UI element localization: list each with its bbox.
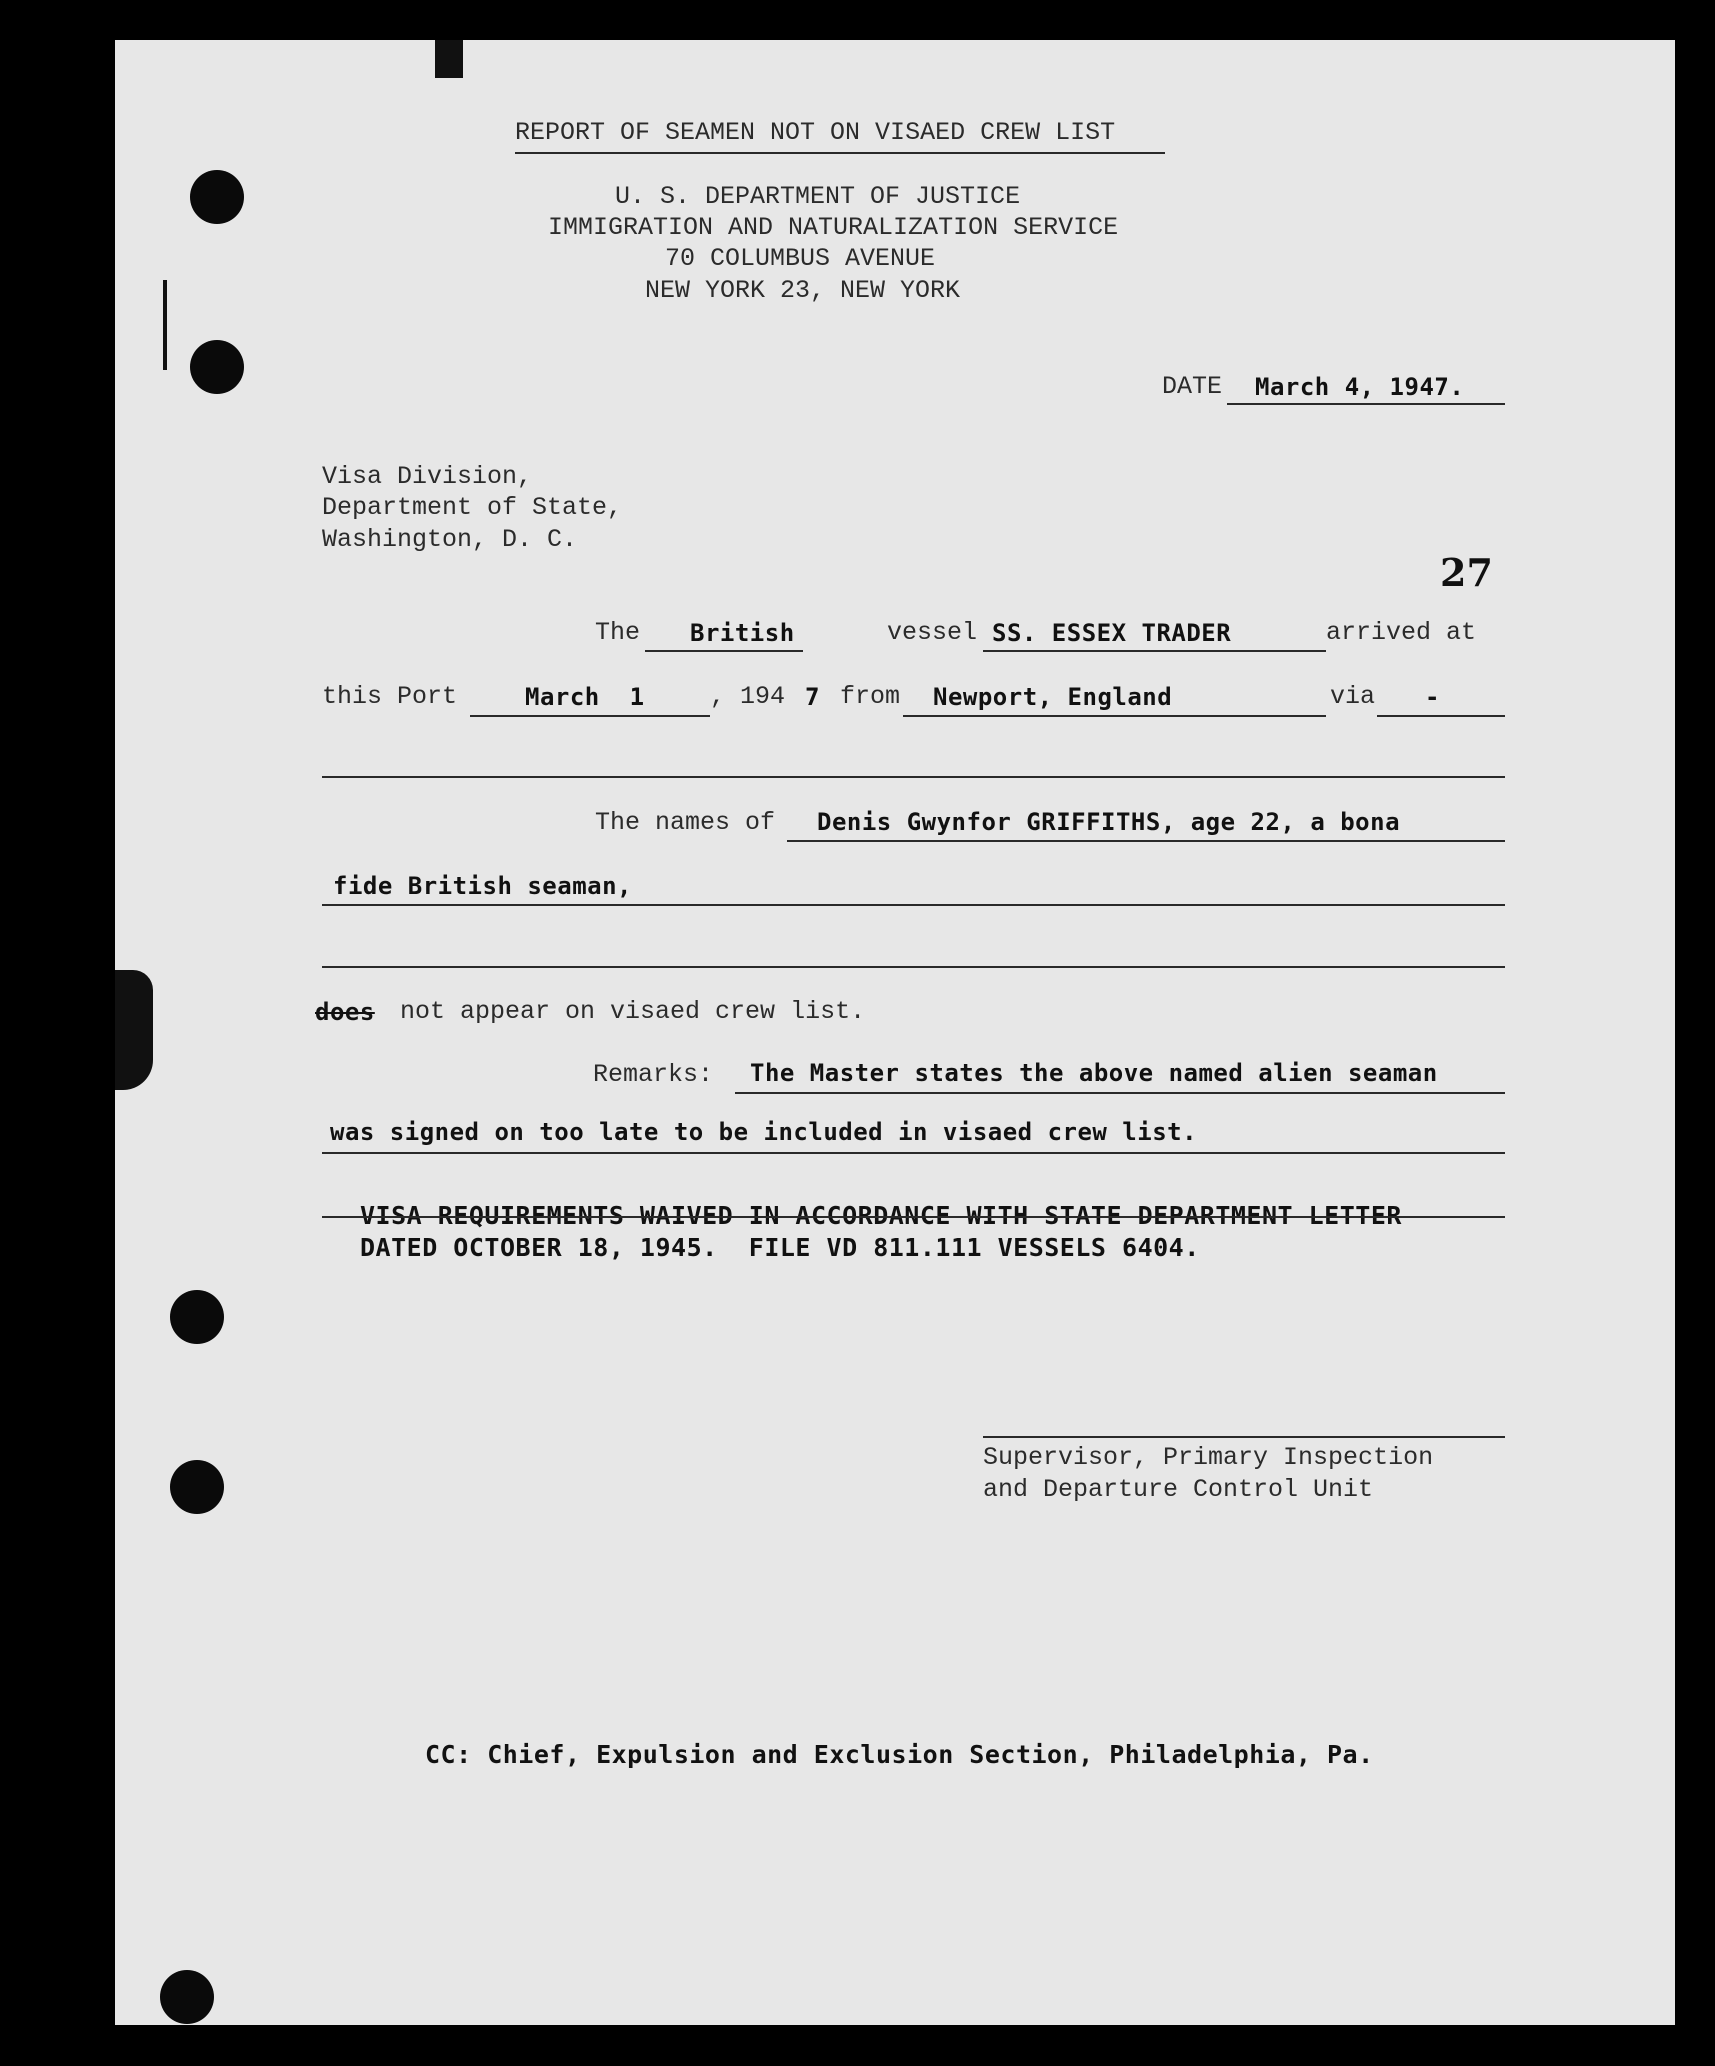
blank-underline-1	[322, 776, 1505, 778]
agency-line-4: NEW YORK 23, NEW YORK	[645, 276, 961, 305]
addressee-line-3: Washington, D. C.	[322, 525, 578, 554]
signature-line	[983, 1436, 1505, 1438]
nationality-underline	[645, 650, 803, 652]
origin-underline	[903, 715, 1326, 717]
port-label: this Port	[322, 682, 458, 711]
year-prefix: , 194	[710, 682, 786, 711]
names-label: The names of	[595, 808, 776, 837]
waiver-stamp-line-2: DATED OCTOBER 18, 1945. FILE VD 811.111 VESSELS 6404.	[360, 1233, 1200, 1262]
not-appear-text: not appear on visaed crew list.	[385, 997, 866, 1026]
agency-line-2: IMMIGRATION AND NATURALIZATION SERVICE	[548, 213, 1119, 242]
arrived-label: arrived at	[1326, 618, 1477, 647]
folio-number: 27	[1440, 550, 1493, 595]
date-value: March 4, 1947.	[1255, 373, 1465, 401]
via-label: via	[1330, 682, 1376, 711]
stamp-rule	[322, 1216, 1505, 1218]
vessel-name: SS. ESSEX TRADER	[992, 619, 1232, 647]
blank-underline-2	[322, 966, 1505, 968]
punch-hole-2	[190, 340, 244, 394]
remarks-line-2: was signed on too late to be included in visaed crew list.	[330, 1118, 1198, 1146]
waiver-stamp-line-1: VISA REQUIREMENTS WAIVED IN ACCORDANCE WITH STATE DEPARTMENT LETTER	[360, 1201, 1402, 1230]
agency-line-3: 70 COLUMBUS AVENUE	[665, 244, 936, 273]
the-label: The	[595, 618, 641, 647]
date-underline	[1227, 403, 1505, 405]
seaman-name-line-2: fide British seaman,	[333, 872, 632, 900]
remarks-line-1: The Master states the above named alien seaman	[750, 1059, 1438, 1087]
addressee-line-2: Department of State,	[322, 493, 623, 522]
punch-hole-5	[160, 1970, 214, 2024]
title-underline	[515, 152, 1165, 154]
torn-edge	[115, 970, 153, 1090]
punch-hole-1	[190, 170, 244, 224]
from-label: from	[840, 682, 901, 711]
does-word: does	[315, 998, 375, 1026]
seaman-name-line-1: Denis Gwynfor GRIFFITHS, age 22, a bona	[817, 808, 1401, 836]
via-value: -	[1425, 683, 1440, 711]
year-digit: 7	[805, 683, 820, 711]
remarks-underline-1	[735, 1092, 1505, 1094]
arrival-date: March 1	[525, 683, 645, 711]
names-underline-2	[322, 904, 1505, 906]
vessel-nationality: British	[690, 619, 795, 647]
vessel-underline	[983, 650, 1326, 652]
cc-line: CC: Chief, Expulsion and Exclusion Section, Philadelphia, Pa.	[425, 1740, 1374, 1769]
arrival-date-underline	[470, 715, 710, 717]
punch-hole-4	[170, 1460, 224, 1514]
signature-title-line-2: and Departure Control Unit	[983, 1475, 1374, 1504]
origin-port: Newport, England	[933, 683, 1173, 711]
document-page	[115, 40, 1675, 2025]
remarks-label: Remarks:	[593, 1060, 714, 1089]
ink-blot	[435, 40, 463, 78]
agency-line-1: U. S. DEPARTMENT OF JUSTICE	[615, 182, 1021, 211]
names-underline-1	[787, 840, 1505, 842]
date-label: DATE	[1162, 372, 1223, 401]
punch-hole-3	[170, 1290, 224, 1344]
remarks-underline-2	[322, 1152, 1505, 1154]
vessel-label: vessel	[887, 618, 978, 647]
report-title: REPORT OF SEAMEN NOT ON VISAED CREW LIST	[515, 118, 1116, 147]
via-underline	[1377, 715, 1505, 717]
signature-title-line-1: Supervisor, Primary Inspection	[983, 1443, 1434, 1472]
addressee-line-1: Visa Division,	[322, 462, 533, 491]
edge-mark	[163, 280, 167, 370]
